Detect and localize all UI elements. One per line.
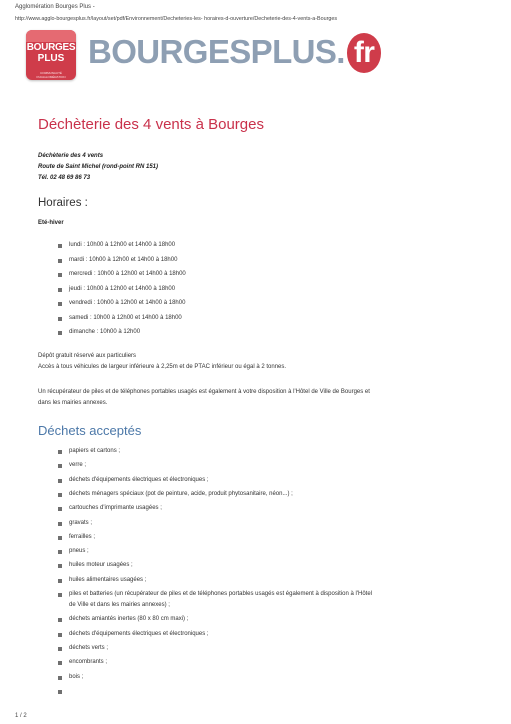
bullet-icon (58, 593, 62, 597)
brand-dot: . (336, 33, 345, 70)
page-url: http://www.agglo-bourgesplus.fr/layout/set/pdf/Environnement/Decheteries-les- horaires-d-ouverture/Decheterie-des-4-vents-a-Bourges (15, 16, 338, 22)
page-number: 1 / 2 (15, 713, 27, 719)
address-phone: Tél. 02 48 69 86 73 (38, 175, 91, 181)
bullet-icon (58, 331, 62, 335)
bourges-plus-logo[interactable] (26, 30, 76, 80)
dechets-heading: Déchets acceptés (38, 423, 142, 438)
depot-text: Dépôt gratuit réservé aux particuliers (38, 353, 137, 359)
address-road: Route de Saint Michel (rond-point RN 151) (38, 164, 159, 170)
logo-line1: BOURGES (26, 42, 76, 53)
bullet-icon (58, 259, 62, 263)
bullet-icon (58, 633, 62, 637)
page-title: Déchèterie des 4 vents à Bourges (38, 116, 264, 133)
document-title: Agglomération Bourges Plus - (15, 4, 95, 10)
bullet-icon (58, 450, 62, 454)
bullet-icon (58, 676, 62, 680)
bullet-icon (58, 244, 62, 248)
bullet-icon (58, 579, 62, 583)
bullet-icon (58, 317, 62, 321)
bullet-icon (58, 464, 62, 468)
bullet-icon (58, 302, 62, 306)
bullet-icon (58, 661, 62, 665)
bullet-icon (58, 564, 62, 568)
logo-line2: PLUS (37, 53, 65, 64)
recuperateur-text-line1: Un récupérateur de piles et de téléphones portables usagés est également à votre disposition à l'Hôtel de Ville de Bourges et (38, 389, 370, 395)
bullet-icon (58, 288, 62, 292)
bullet-icon (58, 536, 62, 540)
brand-ext: fr (347, 33, 381, 73)
bullet-icon (58, 618, 62, 622)
brand-wordmark[interactable] (88, 33, 381, 73)
bullet-icon (58, 273, 62, 277)
acces-text: Accès à tous véhicules de largeur inférieure à 2,25m et de PTAC inférieur ou égal à 2 tonnes. (38, 364, 287, 370)
bullet-icon (58, 479, 62, 483)
bullet-icon (58, 550, 62, 554)
address-name: Déchèterie des 4 vents (38, 153, 104, 159)
bullet-icon (58, 507, 62, 511)
recuperateur-text-line2: dans les mairies annexes. (38, 400, 108, 406)
horaires-heading: Horaires : (38, 197, 88, 209)
bullet-icon (58, 690, 62, 694)
logo-swoosh (26, 30, 76, 42)
bullet-icon (58, 522, 62, 526)
brand-name: BOURGESPLUS (88, 33, 337, 70)
bullet-icon (58, 493, 62, 497)
season-label: Eté-hiver (38, 220, 64, 226)
logo-tagline: COMMUNAUTÉ D'AGGLOMÉRATION (36, 71, 66, 79)
bullet-icon (58, 647, 62, 651)
